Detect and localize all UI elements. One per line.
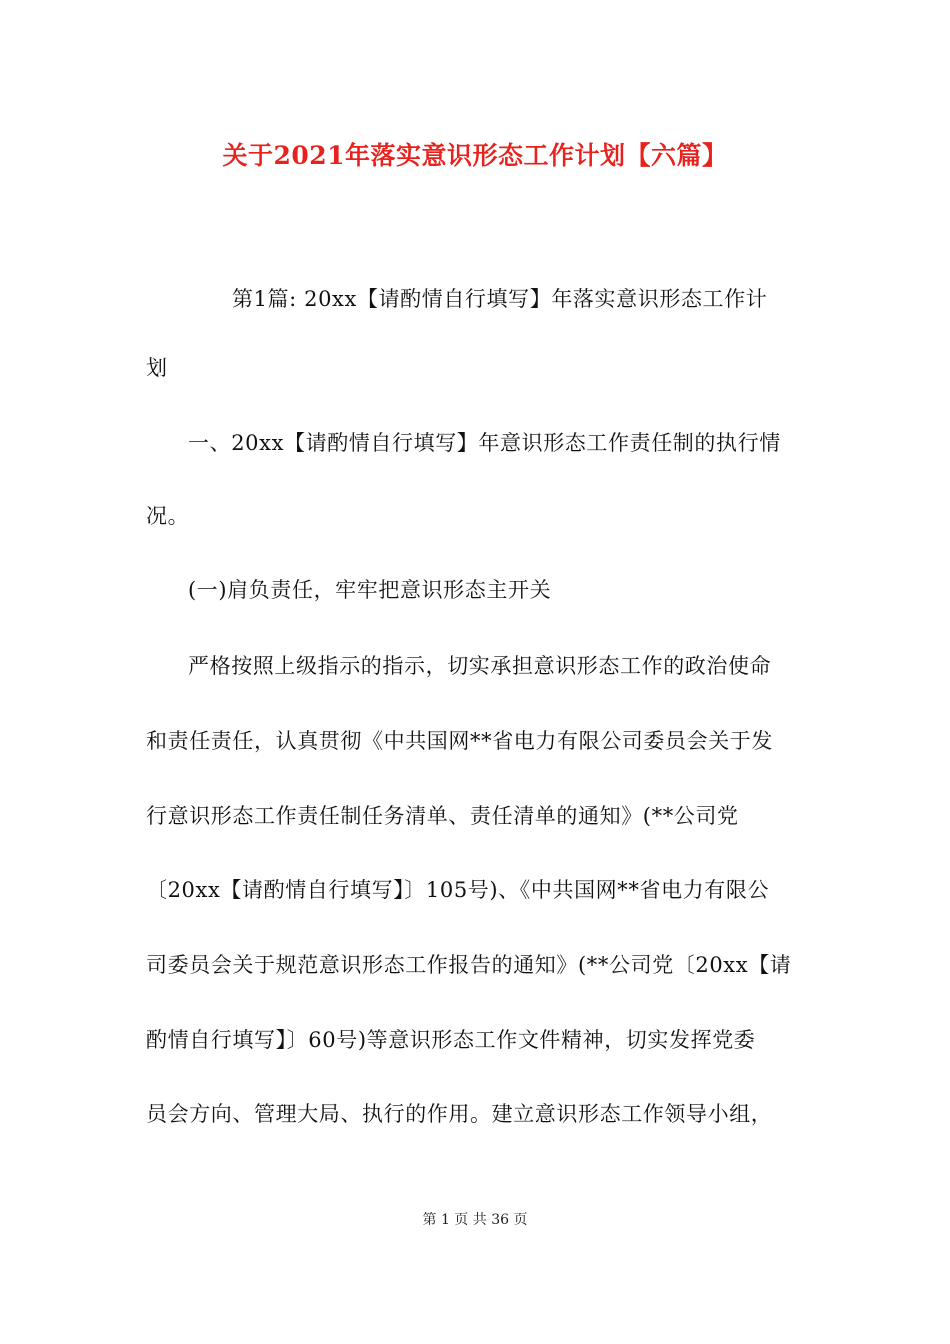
- paragraph-line: 员会方向、管理大局、执行的作用。建立意识形态工作领导小组，: [146, 1102, 773, 1126]
- section-heading-line-2: 况。: [146, 504, 190, 528]
- page-number-footer: 第 1 页 共 36 页: [422, 1212, 528, 1228]
- document-title: 关于2021年落实意识形态工作计划【六篇】: [222, 141, 728, 170]
- chapter-heading-line-2: 划: [146, 356, 168, 380]
- paragraph-line: 和责任责任，认真贯彻《中共国网**省电力有限公司委员会关于发: [146, 729, 773, 753]
- paragraph-line: 酌情自行填写】〕60号)等意识形态工作文件精神，切实发挥党委: [146, 1028, 756, 1052]
- paragraph-line: 〔20xx【请酌情自行填写】〕105号)、《中共国网**省电力有限公: [146, 878, 770, 902]
- paragraph-line: 司委员会关于规范意识形态工作报告的通知》(**公司党〔20xx【请: [146, 953, 792, 977]
- section-heading-line-1: 一、20xx【请酌情自行填写】年意识形态工作责任制的执行情: [188, 431, 781, 455]
- chapter-heading-line-1: 第1篇: 20xx【请酌情自行填写】年落实意识形态工作计: [232, 287, 768, 311]
- paragraph-line: 严格按照上级指示的指示，切实承担意识形态工作的政治使命: [188, 654, 772, 678]
- paragraph-line: 行意识形态工作责任制任务清单、责任清单的通知》(**公司党: [146, 804, 739, 828]
- subsection-heading: (一)肩负责任，牢牢把意识形态主开关: [188, 578, 552, 602]
